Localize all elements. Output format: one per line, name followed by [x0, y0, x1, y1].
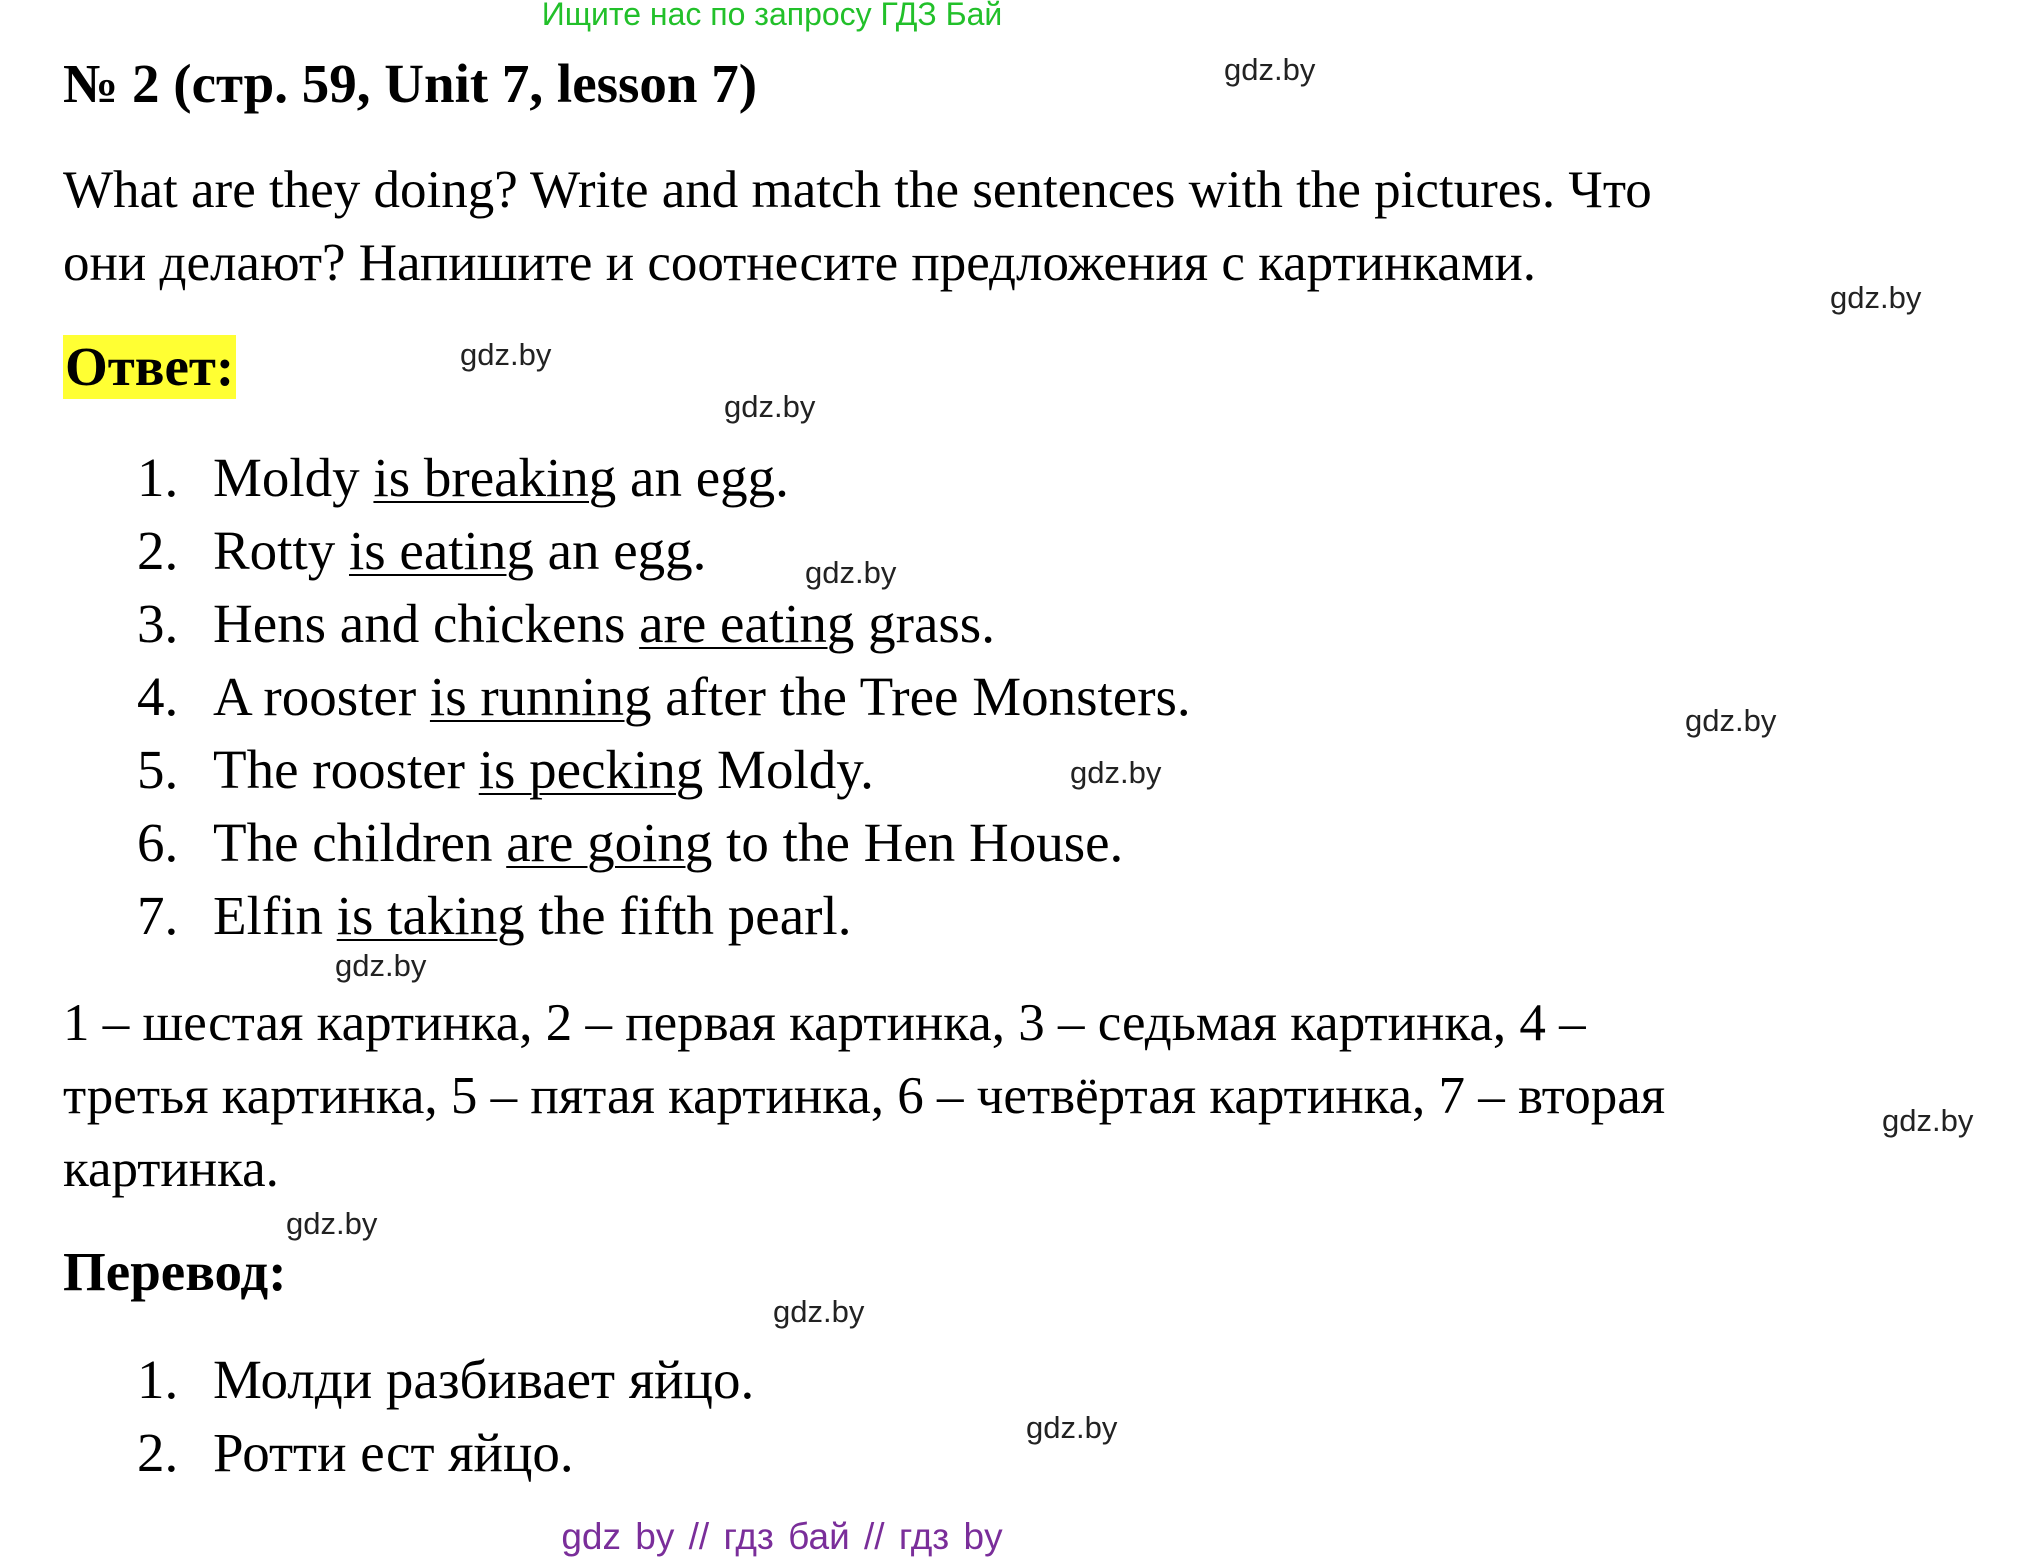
task-text-line-1: What are they doing? Write and match the sentences with the pictures. Что	[63, 161, 1652, 219]
answer-item-6: 6. The children are going to the Hen House.	[137, 812, 1124, 873]
answer-item-4: 4. A rooster is running after the Tree Monsters.	[137, 666, 1191, 727]
answer-item-7: 7. Elfin is taking the fifth pearl.	[137, 885, 852, 946]
watermark: gdz.by	[335, 948, 427, 983]
search-banner: Ищите нас по запросу ГДЗ Бай	[541, 0, 1003, 32]
translation-item-2: 2. Ротти ест яйцо.	[137, 1422, 574, 1483]
exercise-heading: № 2 (стр. 59, Unit 7, lesson 7)	[63, 53, 758, 114]
watermark: gdz.by	[1070, 755, 1162, 790]
picture-mapping-line-3: картинка.	[63, 1140, 279, 1198]
watermark: gdz.by	[1882, 1103, 1974, 1138]
watermark: gdz.by	[286, 1206, 378, 1241]
picture-mapping-line-2: третья картинка, 5 – пятая картинка, 6 – четвёртая картинка, 7 – вторая	[63, 1067, 1666, 1125]
answer-item-2: 2. Rotty is eating an egg.	[137, 520, 707, 581]
watermark: gdz.by	[1224, 52, 1316, 87]
watermark: gdz.by	[1830, 280, 1922, 315]
answer-label: Ответ:	[65, 336, 235, 397]
answer-item-3: 3. Hens and chickens are eating grass.	[137, 593, 995, 654]
footer-links: gdz by // гдз бай // гдз by	[561, 1516, 1003, 1557]
task-text-line-2: они делают? Напишите и соотнесите предложения с картинками.	[63, 234, 1536, 292]
watermark: gdz.by	[1685, 703, 1777, 738]
translation-label: Перевод:	[63, 1241, 287, 1302]
translation-item-1: 1. Молди разбивает яйцо.	[137, 1349, 755, 1410]
watermark: gdz.by	[724, 389, 816, 424]
watermark: gdz.by	[1026, 1410, 1118, 1445]
answer-item-5: 5. The rooster is pecking Moldy.	[137, 739, 874, 800]
watermark: gdz.by	[773, 1294, 865, 1329]
watermark: gdz.by	[805, 555, 897, 590]
watermark: gdz.by	[460, 337, 552, 372]
answer-item-1: 1. Moldy is breaking an egg.	[137, 447, 789, 508]
picture-mapping-line-1: 1 – шестая картинка, 2 – первая картинка, 3 – седьмая картинка, 4 –	[63, 994, 1586, 1052]
